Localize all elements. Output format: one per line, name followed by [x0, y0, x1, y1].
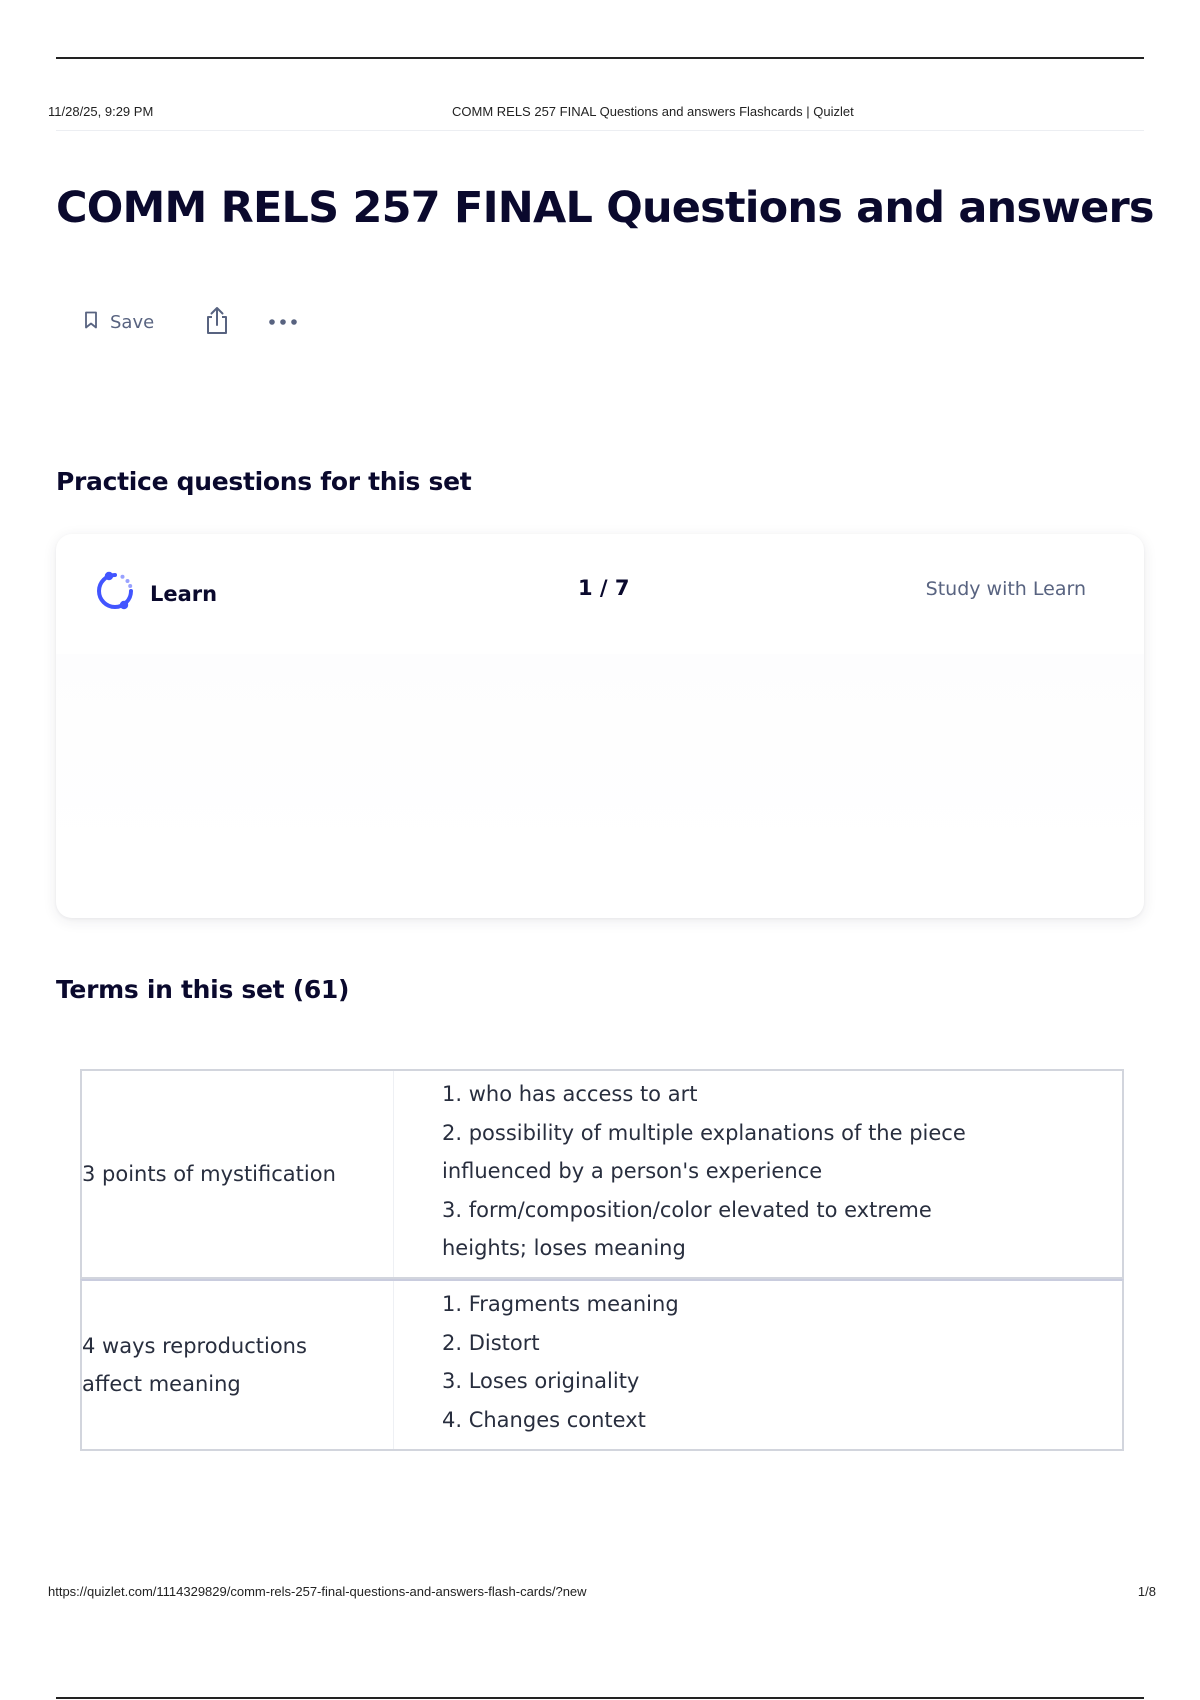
print-doc-title: COMM RELS 257 FINAL Questions and answers Flashcards | Quizlet — [452, 104, 854, 119]
more-options-button[interactable] — [268, 313, 298, 331]
question-progress: 1 / 7 — [578, 576, 630, 600]
term-text — [82, 1327, 307, 1403]
definition-line: heights; loses meaning — [442, 1236, 686, 1260]
definition-line: 2. possibility of multiple explanations of the piece — [442, 1120, 966, 1145]
definition-line: 2. Distort — [442, 1330, 540, 1355]
term-card — [80, 1279, 1124, 1451]
print-header-divider — [56, 130, 1144, 131]
terms-heading: Terms in this set (61) — [56, 975, 350, 1004]
term-text-line: affect meaning — [82, 1372, 241, 1396]
term-text: 3 points of mystification — [82, 1162, 336, 1186]
term-word — [82, 1281, 394, 1449]
definition-line: 3. form/composition/color elevated to extreme — [442, 1197, 932, 1222]
definition-line: influenced by a person's experience — [442, 1159, 823, 1183]
definition-line: 1. who has access to art — [442, 1082, 698, 1106]
study-with-learn-link[interactable]: Study with Learn — [925, 578, 1086, 600]
print-url: https://quizlet.com/1114329829/comm-rels-257-final-questions-and-answers-flash-cards/?new — [48, 1584, 587, 1599]
practice-heading: Practice questions for this set — [56, 467, 472, 496]
set-toolbar — [84, 306, 298, 338]
term-definition — [394, 1281, 679, 1449]
learn-card — [56, 534, 1144, 918]
question-area — [56, 654, 1144, 854]
definition-line: 3. Loses originality — [442, 1369, 640, 1393]
print-footer — [48, 1584, 1156, 1604]
learn-icon — [94, 570, 136, 617]
share-button[interactable] — [204, 305, 230, 340]
learn-mode — [94, 570, 217, 617]
more-horizontal-icon — [268, 313, 298, 331]
terms-list — [80, 1069, 1124, 1451]
print-datetime: 11/28/25, 9:29 PM — [48, 104, 154, 119]
term-text-line: 4 ways reproductions — [82, 1334, 307, 1358]
save-button[interactable] — [84, 311, 154, 334]
print-header — [48, 104, 1152, 124]
page-bottom-rule — [56, 1697, 1144, 1699]
definition-line: 4. Changes context — [442, 1407, 646, 1432]
term-word — [82, 1071, 394, 1277]
bookmark-icon — [84, 311, 98, 334]
page-top-rule — [56, 57, 1144, 59]
print-page-number: 1/8 — [1137, 1584, 1156, 1599]
definition-line: 1. Fragments meaning — [442, 1292, 679, 1316]
page-title: COMM RELS 257 FINAL Questions and answers — [56, 183, 1154, 233]
term-definition — [394, 1071, 966, 1277]
term-card — [80, 1069, 1124, 1279]
save-label: Save — [110, 311, 155, 333]
learn-label: Learn — [150, 581, 218, 606]
share-icon — [204, 305, 230, 340]
